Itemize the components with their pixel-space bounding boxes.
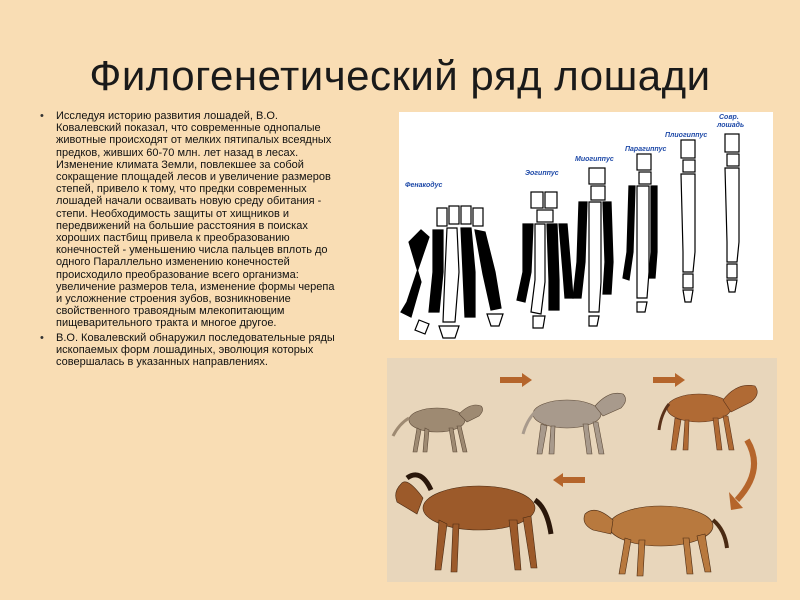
bullet-item	[40, 332, 340, 369]
bullet-text: Исследуя историю развития лошадей, В.О. Ковалевский показал, что современные однопалые животные происходят от мелких пятипалых всеядных предков, живших 60-70 млн. лет назад в лесах. Изменение климата Земли, повлекшее за собой сокращение площадей лесов и увеличение размеров степей, привело к тому, что предки современных лошадей начали осваивать новую среду обитания - степи. Необходимость защиты от хищников и передвижений на большие расстояния в поисках хороших пастбищ привела к преобразованию конечностей - уменьшению числа пальцев вплоть до одного Параллельно изменению конечностей происходило преобразование всего организма: увеличение размеров тела, изменение формы черепа и усложнение строения зубов, возникновение свойственного травоядным млекопитающим пищеварительного тракта и многое другое.	[56, 110, 335, 330]
phenacodus-foot-icon	[401, 206, 503, 338]
bullet-dot-icon: •	[40, 110, 44, 122]
pliohippus-foot-icon	[681, 140, 695, 302]
label-phenacodus: Фенакодус	[405, 182, 443, 189]
parahippus-foot-icon	[623, 154, 657, 312]
arrow-right-icon	[500, 373, 532, 387]
label-miohippus: Миогиппус	[575, 156, 614, 163]
mesohippus-animal-icon	[523, 393, 626, 454]
bullet-item	[40, 110, 340, 330]
label-parahippus: Парагиппус	[625, 146, 667, 153]
modern-horse-animal-icon	[396, 475, 551, 572]
arrow-right-icon	[653, 373, 685, 387]
bullet-text: В.О. Ковалевский обнаружил последовательные ряды ископаемых форм лошадиных, эволюция которых совершалась в указанных направлениях.	[56, 331, 335, 369]
limb-bones-figure	[399, 112, 773, 340]
horse-evolution-illustration	[387, 358, 777, 582]
label-eohippus: Эогиппус	[525, 170, 559, 177]
bullet-dot-icon: •	[40, 331, 44, 344]
arrow-left-icon	[553, 473, 585, 487]
merychippus-animal-icon	[659, 385, 757, 450]
label-pliohippus: Плиогиппус	[665, 132, 708, 139]
label-modern-horse-1: Совр.	[719, 114, 739, 121]
modern-horse-foot-icon	[725, 134, 739, 292]
miohippus-foot-icon	[573, 168, 613, 326]
pliohippus-animal-icon	[584, 506, 727, 576]
bullet-list	[40, 110, 340, 370]
label-modern-horse-2: лошадь	[717, 122, 745, 129]
arrow-down-curve-icon	[729, 440, 754, 510]
horse-evolution-drawing	[387, 358, 777, 582]
eohippus-animal-icon	[393, 405, 483, 452]
eohippus-foot-icon	[517, 192, 573, 328]
limb-bones-drawing	[399, 112, 773, 340]
slide-title: Филогенетический ряд лошади	[89, 52, 711, 99]
